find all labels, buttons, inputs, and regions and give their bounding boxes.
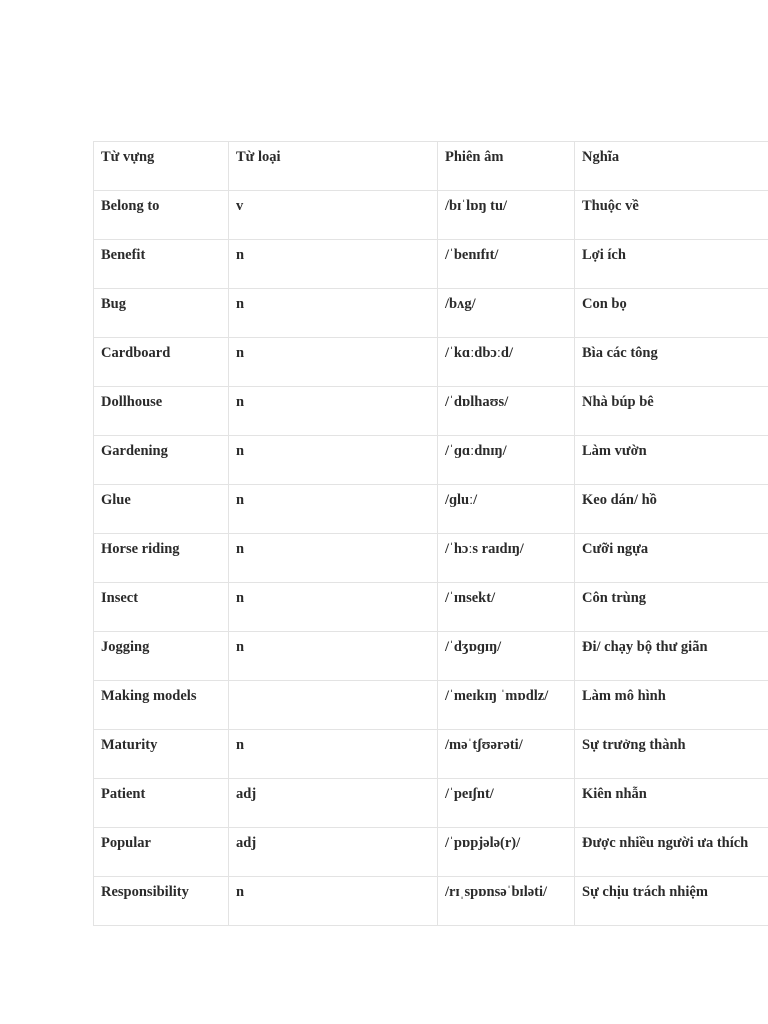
- cell-meaning: Côn trùng: [575, 583, 768, 632]
- table-row: [94, 485, 768, 534]
- cell-part-of-speech: v: [229, 191, 438, 240]
- cell-pronunciation: /ˈhɔːs raɪdɪŋ/: [438, 534, 575, 583]
- cell-word: Horse riding: [94, 534, 229, 583]
- cell-pronunciation: /ˈɡɑːdnɪŋ/: [438, 436, 575, 485]
- table-header-row: [94, 142, 768, 191]
- table-row: [94, 730, 768, 779]
- cell-part-of-speech: [229, 681, 438, 730]
- cell-meaning: Lợi ích: [575, 240, 768, 289]
- cell-meaning: Làm mô hình: [575, 681, 768, 730]
- cell-meaning: Đi/ chạy bộ thư giãn: [575, 632, 768, 681]
- cell-word: Belong to: [94, 191, 229, 240]
- cell-pronunciation: /ˈdɒlhaʊs/: [438, 387, 575, 436]
- cell-word: Gardening: [94, 436, 229, 485]
- cell-meaning: Làm vườn: [575, 436, 768, 485]
- header-cell-pronunciation: Phiên âm: [438, 142, 575, 191]
- cell-meaning: Được nhiều người ưa thích: [575, 828, 768, 877]
- cell-meaning: Kiên nhẫn: [575, 779, 768, 828]
- cell-meaning: Cưỡi ngựa: [575, 534, 768, 583]
- table-row: [94, 632, 768, 681]
- cell-word: Patient: [94, 779, 229, 828]
- cell-word: Cardboard: [94, 338, 229, 387]
- cell-pronunciation: /ˈpeɪʃnt/: [438, 779, 575, 828]
- cell-pronunciation: /ɡluː/: [438, 485, 575, 534]
- cell-part-of-speech: n: [229, 485, 438, 534]
- cell-pronunciation: /məˈtʃʊərəti/: [438, 730, 575, 779]
- cell-pronunciation: /ˈbenɪfɪt/: [438, 240, 575, 289]
- table-row: [94, 779, 768, 828]
- cell-word: Popular: [94, 828, 229, 877]
- cell-word: Responsibility: [94, 877, 229, 926]
- vocabulary-table: [93, 141, 768, 926]
- table-row: [94, 289, 768, 338]
- cell-word: Benefit: [94, 240, 229, 289]
- cell-pronunciation: /bʌg/: [438, 289, 575, 338]
- cell-part-of-speech: n: [229, 240, 438, 289]
- cell-word: Bug: [94, 289, 229, 338]
- table-row: [94, 387, 768, 436]
- header-cell-meaning: Nghĩa: [575, 142, 768, 191]
- cell-part-of-speech: n: [229, 632, 438, 681]
- cell-meaning: Nhà búp bê: [575, 387, 768, 436]
- table-row: [94, 583, 768, 632]
- cell-part-of-speech: n: [229, 583, 438, 632]
- cell-meaning: Thuộc về: [575, 191, 768, 240]
- cell-word: Insect: [94, 583, 229, 632]
- table-row: [94, 681, 768, 730]
- cell-part-of-speech: adj: [229, 828, 438, 877]
- cell-word: Jogging: [94, 632, 229, 681]
- cell-part-of-speech: adj: [229, 779, 438, 828]
- cell-meaning: Keo dán/ hồ: [575, 485, 768, 534]
- cell-meaning: Con bọ: [575, 289, 768, 338]
- cell-part-of-speech: n: [229, 289, 438, 338]
- cell-meaning: Sự trưởng thành: [575, 730, 768, 779]
- cell-pronunciation: /rɪˌspɒnsəˈbɪləti/: [438, 877, 575, 926]
- cell-part-of-speech: n: [229, 436, 438, 485]
- table-row: [94, 534, 768, 583]
- cell-meaning: Bìa các tông: [575, 338, 768, 387]
- cell-word: Glue: [94, 485, 229, 534]
- table-row: [94, 877, 768, 926]
- cell-part-of-speech: n: [229, 877, 438, 926]
- cell-pronunciation: /ˈkɑːdbɔːd/: [438, 338, 575, 387]
- cell-part-of-speech: n: [229, 387, 438, 436]
- table-row: [94, 240, 768, 289]
- table-row: [94, 436, 768, 485]
- vocabulary-table-body: [94, 142, 768, 926]
- cell-part-of-speech: n: [229, 534, 438, 583]
- cell-word: Maturity: [94, 730, 229, 779]
- cell-word: Making models: [94, 681, 229, 730]
- header-cell-word: Từ vựng: [94, 142, 229, 191]
- table-row: [94, 338, 768, 387]
- cell-pronunciation: /ˈmeɪkɪŋ ˈmɒdlz/: [438, 681, 575, 730]
- cell-part-of-speech: n: [229, 338, 438, 387]
- cell-meaning: Sự chịu trách nhiệm: [575, 877, 768, 926]
- cell-pronunciation: /ˈɪnsekt/: [438, 583, 575, 632]
- cell-pronunciation: /ˈpɒpjələ(r)/: [438, 828, 575, 877]
- table-row: [94, 191, 768, 240]
- cell-part-of-speech: n: [229, 730, 438, 779]
- cell-word: Dollhouse: [94, 387, 229, 436]
- table-row: [94, 828, 768, 877]
- header-cell-part-of-speech: Từ loại: [229, 142, 438, 191]
- cell-pronunciation: /bɪˈlɒŋ tu/: [438, 191, 575, 240]
- cell-pronunciation: /ˈdʒɒɡɪŋ/: [438, 632, 575, 681]
